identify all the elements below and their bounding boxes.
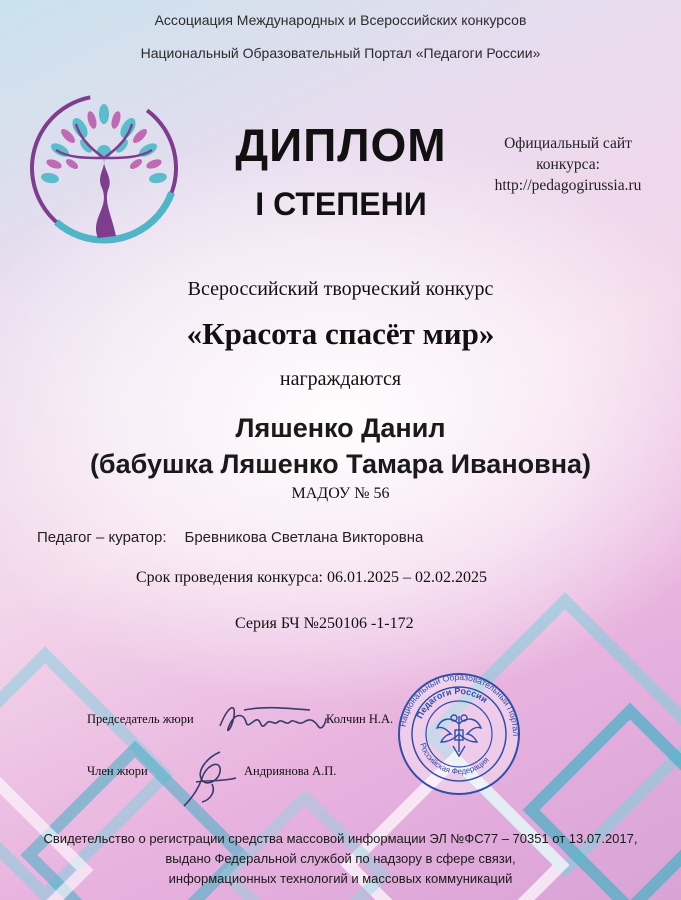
curator-line — [37, 529, 423, 546]
site-label-line1: Официальный сайт — [504, 135, 632, 152]
curator-label: Педагог – куратор: — [37, 529, 167, 546]
seal-top-text: Педагоги России — [414, 685, 490, 721]
contest-name: «Красота спасёт мир» — [186, 316, 495, 351]
organization: МАДОУ № 56 — [291, 485, 390, 502]
diploma-degree: I СТЕПЕНИ — [255, 186, 427, 222]
registration-footer — [0, 829, 681, 889]
footer-line2: выдано Федеральной службой по надзору в сфере связи, — [165, 851, 516, 866]
official-seal-icon — [397, 672, 521, 796]
association-name: Ассоциация Международных и Всероссийских конкурсов — [154, 12, 527, 28]
portal-name: Национальный Образовательный Портал «Педагоги России» — [140, 45, 541, 61]
jury-chair-label: Председатель жюри — [87, 712, 194, 726]
site-url: http://pedagogirussia.ru — [494, 177, 642, 194]
chair-signature-icon — [214, 696, 332, 742]
jury-member-name: Андриянова А.П. — [244, 764, 337, 778]
diploma-series: Серия БЧ №250106 -1-172 — [235, 615, 414, 632]
footer-line1: Свидетельство о регистрации средства массовой информации ЭЛ №ФС77 – 70351 от 13.07.2017, — [43, 831, 638, 846]
recipient-block — [0, 410, 681, 482]
curator-name: Бревникова Светлана Викторовна — [184, 529, 424, 546]
awarded-label: награждаются — [279, 368, 402, 390]
member-signature-icon — [176, 748, 246, 810]
tree-logo-icon — [20, 88, 188, 248]
recipient-guardian: (бабушка Ляшенко Тамара Ивановна) — [89, 449, 592, 479]
seal-bottom-text: Российская Федерация — [418, 741, 491, 777]
jury-chair-name: Колчин Н.А. — [326, 712, 394, 726]
recipient-name: Ляшенко Данил — [235, 413, 446, 443]
site-label-line2: конкурса: — [536, 156, 600, 173]
seal-outer-text: Национальный Образовательный Портал — [397, 672, 521, 737]
footer-line3: информационных технологий и массовых коммуникаций — [168, 871, 513, 886]
diploma-title: ДИПЛОМ — [235, 119, 447, 171]
contest-period: Срок проведения конкурса: 06.01.2025 – 02.02.2025 — [136, 569, 487, 586]
official-site-block — [470, 133, 666, 196]
contest-type: Всероссийский творческий конкурс — [187, 278, 494, 300]
jury-member-label: Член жюри — [87, 764, 148, 778]
